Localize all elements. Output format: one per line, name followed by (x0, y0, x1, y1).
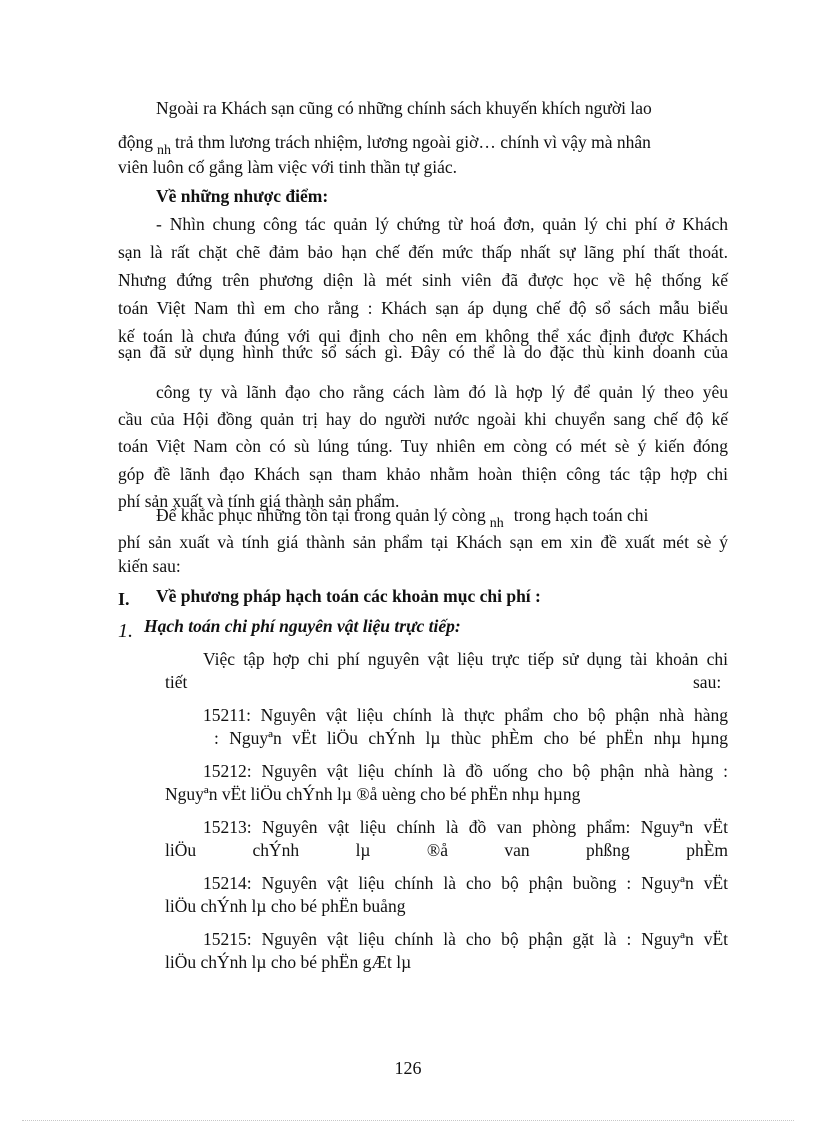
account-15213-word: chÝnh (252, 840, 300, 860)
paragraph-1-artifact: nh (157, 143, 171, 158)
account-15212-line-1: 15212: Nguyên vật liệu chính là đồ uống cho bộ phận nhà hàng : (203, 761, 728, 781)
section-i-number: I. (118, 589, 130, 609)
paragraph-1-line-1: Ngoài ra Khách sạn cũng có những chính sách khuyến khích người lao (156, 98, 652, 118)
account-15213-word: ®å (426, 840, 448, 860)
heading-weaknesses: Về những nhược điểm: (156, 186, 329, 206)
paragraph-2-line-5: kế toán là chưa đúng với qui định cho nên em không thể xác định được Khách (118, 326, 728, 346)
paragraph-1-rest: trả thm lương trách nhiệm, lương ngoài giờ… chính vì vậy mà nhân (175, 132, 651, 152)
paragraph-4-start: Để khắc phục những tồn tại trong quản lý còng (156, 505, 486, 525)
paragraph-3-line-1: công ty và lãnh đạo cho rằng cách làm đó là hợp lý để quản lý theo yêu (156, 382, 728, 402)
paragraph-3-line-3: toán Việt Nam còn có sù lúng túng. Tuy nhiên em còng có mét sè ý kiến đóng (118, 436, 728, 456)
account-15213-line-1: 15213: Nguyên vật liệu chính là đồ van phòng phẩm: Nguyªn vËt (203, 817, 728, 837)
account-15213-word: phßng (586, 840, 630, 860)
account-15212-line-2: Nguyªn vËt liÖu chÝnh lµ ®å uèng cho bé phËn nhµ hµng (165, 784, 581, 804)
account-15213-line-2 (165, 839, 728, 861)
account-15213-word: liÖu (165, 840, 197, 860)
account-15211-line-1: 15211: Nguyên vật liệu chính là thực phẩm cho bộ phận nhà hàng (203, 705, 728, 725)
paragraph-5-line-2-end: sau: (693, 672, 722, 692)
paragraph-2-line-3: Nhưng đứng trên phương diện là mét sinh viên đã được học về hệ thống kế (118, 270, 728, 290)
paragraph-3-line-2: cầu của Hội đồng quản trị hay do người nước ngoài khi chuyển sang chế độ kế (118, 409, 728, 429)
page-number: 126 (394, 1058, 422, 1078)
paragraph-2-line-2: sạn là rất chặt chẽ đảm bảo hạn chế đến mức thấp nhất sự lãng phí thất thoát. (118, 242, 728, 262)
section-i-title: Về phương pháp hạch toán các khoản mục chi phí : (156, 586, 541, 606)
paragraph-2-line-4: toán Việt Nam thì em cho rằng : Khách sạn áp dụng chế độ sổ sách mẫu biểu (118, 298, 728, 318)
account-15215-line-1: 15215: Nguyên vật liệu chính là cho bộ phận gặt là : Nguyªn vËt (203, 929, 728, 949)
account-15213-word: phÈm (686, 840, 728, 860)
section-1-title: Hạch toán chi phí nguyên vật liệu trực tiếp: (144, 616, 461, 636)
paragraph-3-line-5: phí sản xuất và tính giá thành sản phẩm. (118, 491, 400, 511)
paragraph-5-line-1: Việc tập hợp chi phí nguyên vật liệu trực tiếp sử dụng tài khoản chi (203, 649, 728, 669)
paragraph-4-artifact: nh (489, 516, 504, 531)
section-1-number: 1. (118, 620, 133, 642)
paragraph-2-line-6: sạn đã sử dụng hình thức sổ sách gì. Đây có thể là do đặc thù kinh doanh của (118, 342, 728, 362)
account-15213-word: lµ (355, 840, 371, 860)
paragraph-4-line-3: kiến sau: (118, 556, 181, 576)
account-15211-line-2: : Nguyªn vËt liÖu chÝnh lµ thùc phÈm cho bé phËn nhµ hµng (214, 728, 728, 748)
account-15213-word: van (504, 840, 530, 860)
page-bottom-divider (22, 1120, 794, 1121)
paragraph-1-line-3: viên luôn cố gắng làm việc với tinh thần tự giác. (118, 157, 458, 177)
paragraph-3-line-4: góp đề lãnh đạo Khách sạn tham khảo nhằm hoàn thiện công tác tập hợp chi (118, 464, 728, 484)
paragraph-2-line-1: - Nhìn chung công tác quản lý chứng từ hoá đơn, quản lý chi phí ở Khách (156, 214, 728, 234)
account-15214-line-1: 15214: Nguyên vật liệu chính là cho bộ phận buồng : Nguyªn vËt (203, 873, 728, 893)
paragraph-4-line-2: phí sản xuất và tính giá thành sản phẩm tại Khách sạn em xin đề xuất mét sè ý (118, 532, 728, 552)
paragraph-5-line-2-start: tiết (165, 672, 188, 692)
account-15214-line-2: liÖu chÝnh lµ cho bé phËn buång (165, 896, 406, 916)
paragraph-1-word: động (118, 132, 153, 152)
paragraph-4-end: trong hạch toán chi (513, 505, 649, 525)
account-15215-line-2: liÖu chÝnh lµ cho bé phËn gÆt lµ (165, 952, 412, 972)
